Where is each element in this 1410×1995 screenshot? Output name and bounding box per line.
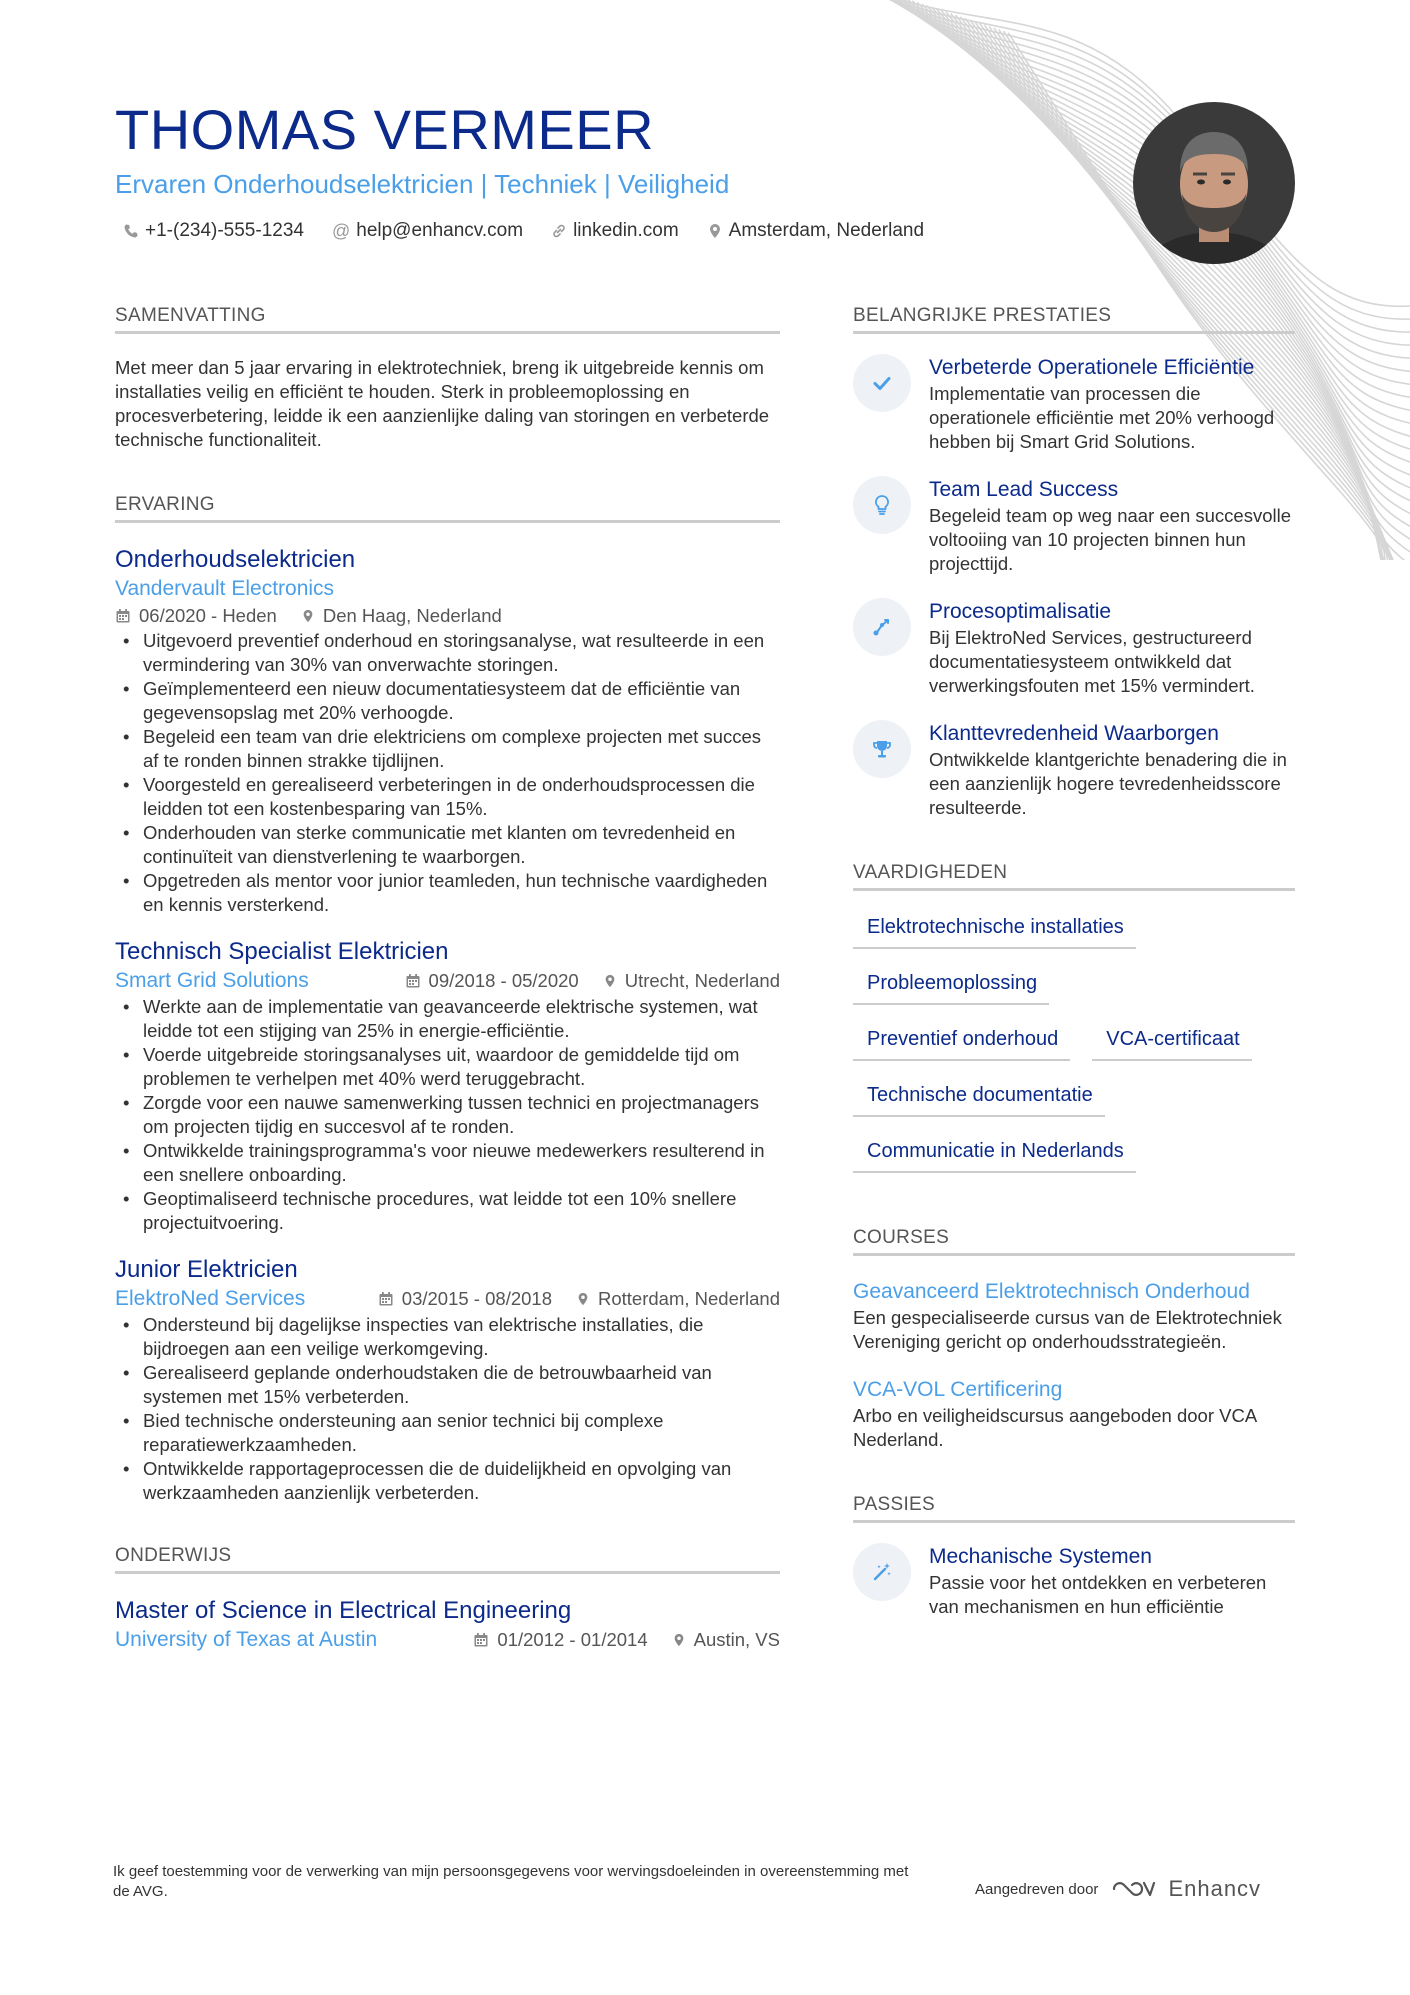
calendar-icon	[405, 973, 421, 989]
email-text: help@enhancv.com	[356, 220, 524, 241]
job-entry	[115, 1255, 780, 1505]
job-location	[576, 1286, 780, 1312]
achievement-item	[853, 354, 1295, 454]
achievement-item	[853, 598, 1295, 698]
calendar-icon	[473, 1632, 489, 1648]
education-dates-text: 01/2012 - 01/2014	[497, 1629, 648, 1650]
skill-tag: Communicatie in Nederlands	[853, 1133, 1136, 1173]
skills-list	[853, 909, 1295, 1173]
job-title: Technisch Specialist Elektricien	[115, 938, 449, 965]
passion-title: Mechanische Systemen	[929, 1545, 1152, 1568]
job-bullet: • Gerealiseerd geplande onderhoudstaken die de betrouwbaarheid van systemen met 15% verbeterden.	[115, 1361, 780, 1409]
location-pin-icon	[576, 1291, 590, 1307]
job-bullet: • Geoptimaliseerd technische procedures, wat leidde tot een 10% snellere projectuitvoering.	[115, 1187, 780, 1235]
achievement-desc: Ontwikkelde klantgerichte benadering die in een aanzienlijk hogere tevredenheidsscore resulteerde.	[929, 749, 1287, 818]
achievement-item	[853, 720, 1295, 820]
course-desc: Arbo en veiligheidscursus aangeboden door VCA Nederland.	[853, 1405, 1257, 1450]
achievement-desc: Begeleid team op weg naar een succesvolle voltooiing van 10 projecten binnen hun projecttijd.	[929, 505, 1292, 574]
job-company: ElektroNed Services	[115, 1287, 306, 1310]
school-name: University of Texas at Austin	[115, 1628, 378, 1651]
degree-title: Master of Science in Electrical Engineering	[115, 1597, 572, 1624]
job-bullets	[115, 629, 780, 917]
job-company: Vandervault Electronics	[115, 577, 335, 600]
job-bullet: • Opgetreden als mentor voor junior teamleden, hun technische vaardigheden en kennis versterkend.	[115, 869, 780, 917]
lightbulb-icon	[853, 476, 911, 534]
education-entry	[115, 1596, 780, 1654]
job-location-text: Utrecht, Nederland	[624, 970, 780, 991]
experience-section	[115, 494, 780, 1505]
achievement-item	[853, 476, 1295, 576]
experience-heading: ERVARING	[115, 494, 780, 523]
summary-section	[115, 305, 780, 452]
achievement-desc: Implementatie van processen die operationele efficiëntie met 20% verhoogd hebben bij Smart Grid Solutions.	[929, 383, 1275, 452]
passions-heading: PASSIES	[853, 1494, 1295, 1523]
job-entry	[115, 545, 780, 917]
profile-photo	[1133, 102, 1295, 264]
job-location	[603, 968, 780, 994]
job-meta-row	[115, 967, 780, 995]
job-meta	[115, 603, 780, 629]
education-heading: ONDERWIJS	[115, 1545, 780, 1574]
course-title: VCA-VOL Certificering	[853, 1378, 1063, 1401]
location-text: Amsterdam, Nederland	[728, 220, 925, 241]
courses-section	[853, 1227, 1295, 1452]
job-bullet: • Uitgevoerd preventief onderhoud en storingsanalyse, wat resulteerde in een vermindering van 30% van onverwachte storingen.	[115, 629, 780, 677]
job-location-text: Rotterdam, Nederland	[597, 1288, 780, 1309]
summary-text: Met meer dan 5 jaar ervaring in elektrotechniek, breng ik uitgebreide kennis om installaties veilig en efficiënt te houden. Sterk in probleemoplossing en procesverbetering, leidde ik een aanzienlijke daling van storingen en verbeterde technische functionaliteit.	[115, 357, 770, 450]
education-section	[115, 1545, 780, 1654]
achievement-title: Team Lead Success	[929, 478, 1119, 501]
course-item	[853, 1376, 1295, 1452]
job-bullet: • Voorgesteld en gerealiseerd verbeteringen in de onderhoudsprocessen die leidden tot een kostenbesparing van 15%.	[115, 773, 780, 821]
passion-desc: Passie voor het ontdekken en verbeteren van mechanismen en hun efficiëntie	[929, 1572, 1267, 1617]
passion-item	[853, 1543, 1295, 1619]
calendar-icon	[115, 608, 131, 624]
phone-text: +1-(234)-555-1234	[145, 220, 304, 241]
skills-heading: VAARDIGHEDEN	[853, 862, 1295, 891]
job-bullet: • Werkte aan de implementatie van geavanceerde elektrische systemen, wat leidde tot een stijging van 25% in energie-efficiëntie.	[115, 995, 780, 1043]
job-dates-text: 06/2020 - Heden	[139, 605, 277, 626]
job-dates-text: 09/2018 - 05/2020	[428, 970, 579, 991]
location-pin-icon	[707, 223, 723, 239]
passions-section	[853, 1494, 1295, 1619]
job-bullet: • Begeleid een team van drie elektriciens om complexe projecten met succes af te ronden binnen strakke tijdlijnen.	[115, 725, 780, 773]
job-bullet: • Zorgde voor een nauwe samenwerking tussen technici en projectmanagers om projecten tijdig en succesvol af te ronden.	[115, 1091, 780, 1139]
job-bullet: • Ontwikkelde rapportageprocessen die de duidelijkheid en opvolging van werkzaamheden aanzienlijk verbeterden.	[115, 1457, 780, 1505]
consent-note: Ik geef toestemming voor de verwerking van mijn persoonsgegevens voor wervingsdoeleinden in overeenstemming met de AVG.	[113, 1863, 909, 1900]
contact-linkedin[interactable]	[551, 220, 679, 242]
achievements-section	[853, 305, 1295, 820]
contact-phone[interactable]	[123, 220, 304, 242]
education-location	[672, 1627, 780, 1653]
skill-tag: Technische documentatie	[853, 1077, 1105, 1117]
education-dates	[473, 1627, 647, 1653]
job-bullet: • Onderhouden van sterke communicatie met klanten om tevredenheid en continuïteit van dienstverlening te waarborgen.	[115, 821, 780, 869]
job-bullets	[115, 995, 780, 1235]
education-meta-row	[115, 1626, 780, 1654]
achievements-heading: BELANGRIJKE PRESTATIES	[853, 305, 1295, 334]
job-bullet: • Geïmplementeerd een nieuw documentatiesysteem dat de efficiëntie van gegevensopslag met 20% verhoogde.	[115, 677, 780, 725]
left-column	[115, 305, 780, 1696]
skill-tag: VCA-certificaat	[1092, 1021, 1251, 1061]
resume-header	[115, 100, 1095, 242]
avatar	[1133, 102, 1295, 264]
job-bullet: • Ondersteund bij dagelijkse inspecties van elektrische installaties, die bijdroegen aan een veilige werkomgeving.	[115, 1313, 780, 1361]
contact-location	[707, 220, 924, 242]
job-dates	[378, 1286, 552, 1312]
achievement-desc: Bij ElektroNed Services, gestructureerd documentatiesysteem ontwikkeld dat verwerkingsfouten met 15% vermindert.	[929, 627, 1255, 696]
job-dates-text: 03/2015 - 08/2018	[401, 1288, 552, 1309]
contact-email[interactable]	[332, 220, 523, 242]
candidate-name: THOMAS VERMEER	[115, 98, 655, 161]
calendar-icon	[378, 1291, 394, 1307]
link-icon	[551, 223, 567, 239]
wand-icon	[853, 1543, 911, 1601]
job-company: Smart Grid Solutions	[115, 969, 309, 992]
skills-section	[853, 862, 1295, 1173]
location-pin-icon	[603, 973, 617, 989]
contact-bar	[115, 220, 1095, 242]
job-title: Junior Elektricien	[115, 1256, 298, 1283]
trophy-icon	[853, 720, 911, 778]
linkedin-text: linkedin.com	[573, 220, 679, 241]
skill-tag: Probleemoplossing	[853, 965, 1049, 1005]
brand-name: Enhancv	[1168, 1876, 1262, 1901]
courses-heading: COURSES	[853, 1227, 1295, 1256]
course-item	[853, 1278, 1295, 1354]
job-bullet: • Ontwikkelde trainingsprogramma's voor nieuwe medewerkers resulterend in een snellere onboarding.	[115, 1139, 780, 1187]
skill-tag: Elektrotechnische installaties	[853, 909, 1136, 949]
course-desc: Een gespecialiseerde cursus van de Elektrotechniek Vereniging gericht op onderhoudsstrategieën.	[853, 1307, 1282, 1352]
job-meta	[405, 968, 780, 994]
at-icon: @	[331, 220, 351, 241]
location-pin-icon	[301, 608, 315, 624]
job-meta-row	[115, 1285, 780, 1313]
achievement-title: Verbeterde Operationele Efficiëntie	[929, 356, 1255, 379]
achievement-title: Procesoptimalisatie	[929, 600, 1112, 623]
candidate-title: Ervaren Onderhoudselektricien | Techniek | Veiligheid	[115, 169, 730, 199]
course-title: Geavanceerd Elektrotechnisch Onderhoud	[853, 1280, 1250, 1303]
summary-heading: SAMENVATTING	[115, 305, 780, 334]
skill-tag: Preventief onderhoud	[853, 1021, 1070, 1061]
job-bullet: • Bied technische ondersteuning aan senior technici bij complexe reparatiewerkzaamheden.	[115, 1409, 780, 1457]
job-bullets	[115, 1313, 780, 1505]
achievement-title: Klanttevredenheid Waarborgen	[929, 722, 1219, 745]
job-bullet: • Voerde uitgebreide storingsanalyses uit, waardoor de gemiddelde tijd om problemen te verhelpen met 40% werd teruggebracht.	[115, 1043, 780, 1091]
education-meta	[473, 1627, 780, 1653]
job-dates	[115, 603, 277, 629]
job-dates	[405, 968, 579, 994]
education-location-text: Austin, VS	[693, 1629, 780, 1650]
enhancv-logo-icon	[1110, 1877, 1156, 1901]
right-column	[853, 305, 1295, 1661]
job-meta	[378, 1286, 780, 1312]
powered-by-label: Aangedreven door	[975, 1880, 1099, 1898]
phone-icon	[123, 223, 139, 239]
job-entry	[115, 937, 780, 1235]
location-pin-icon	[672, 1632, 686, 1648]
check-icon	[853, 354, 911, 412]
process-icon	[853, 598, 911, 656]
job-title: Onderhoudselektricien	[115, 546, 356, 573]
job-location	[301, 603, 502, 629]
job-location-text: Den Haag, Nederland	[322, 605, 502, 626]
powered-by[interactable]	[975, 1876, 1261, 1902]
